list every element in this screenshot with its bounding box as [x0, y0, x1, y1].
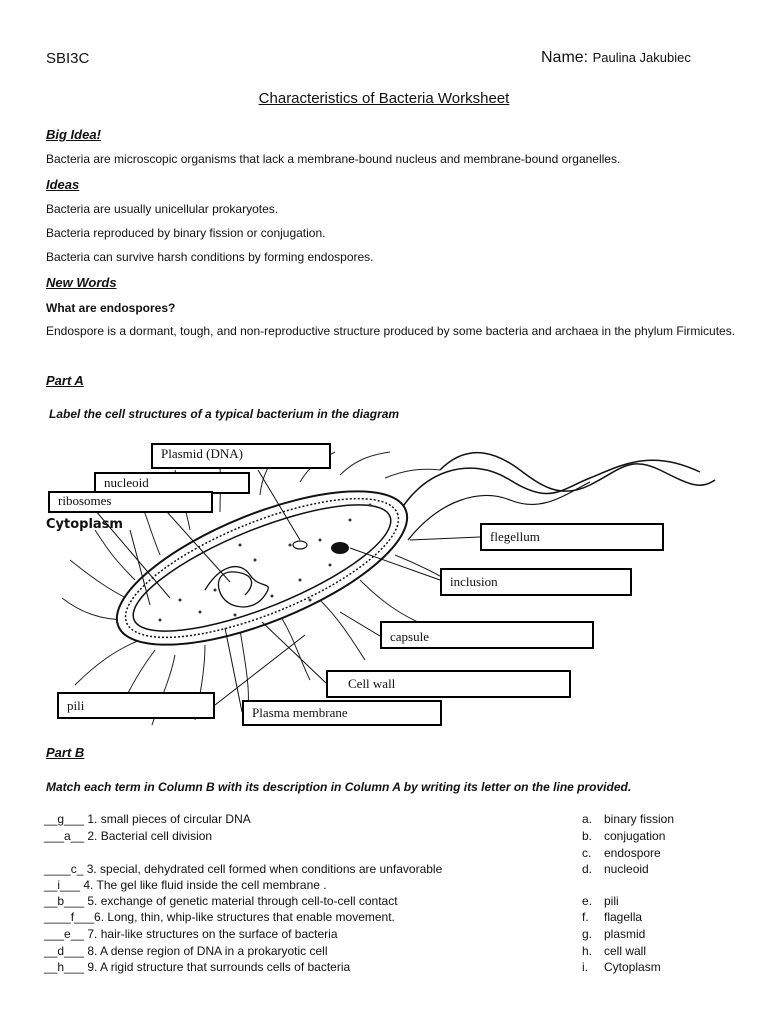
- name-label: Name:: [541, 49, 589, 66]
- nucleoid-label-box[interactable]: nucleoid: [94, 472, 250, 494]
- option-item: d. nucleoid: [582, 862, 649, 876]
- question-item[interactable]: __d___ 8. A dense region of DNA in a prokaryotic cell: [44, 944, 328, 958]
- part-a-instruction: Label the cell structures of a typical bacterium in the diagram: [49, 407, 400, 421]
- part-a-heading: Part A: [46, 373, 84, 388]
- endospore-question: What are endospores?: [46, 301, 176, 315]
- option-item: c. endospore: [582, 846, 661, 860]
- big-idea-text: Bacteria are microscopic organisms that lack a membrane-bound nucleus and membrane-bound organelles.: [46, 152, 621, 166]
- question-item[interactable]: __h___ 9. A rigid structure that surrounds cells of bacteria: [44, 960, 351, 974]
- question-item[interactable]: ____f___6. Long, thin, whip-like structures that enable movement.: [44, 910, 395, 924]
- big-idea-heading: Big Idea!: [46, 127, 101, 142]
- capsule-label-box[interactable]: capsule: [380, 621, 594, 649]
- cell-wall-label-box[interactable]: Cell wall: [326, 670, 571, 698]
- part-b-heading: Part B: [46, 745, 85, 760]
- idea-item: Bacteria are usually unicellular prokaryotes.: [46, 202, 279, 216]
- course-code: SBI3C: [46, 50, 90, 67]
- idea-item: Bacteria can survive harsh conditions by forming endospores.: [46, 250, 374, 264]
- question-item[interactable]: ___a__ 2. Bacterial cell division: [44, 829, 213, 843]
- cytoplasm-label: Cytoplasm: [46, 517, 123, 532]
- question-item[interactable]: ____c_ 3. special, dehydrated cell formed when conditions are unfavorable: [44, 862, 443, 876]
- question-item[interactable]: __i___ 4. The gel like fluid inside the cell membrane .: [44, 878, 327, 892]
- question-item[interactable]: ___e__ 7. hair-like structures on the surface of bacteria: [44, 927, 338, 941]
- option-item: e. pili: [582, 894, 619, 908]
- option-item: b. conjugation: [582, 829, 666, 843]
- pili-label-box[interactable]: pili: [57, 692, 215, 719]
- worksheet-title: Characteristics of Bacteria Worksheet: [258, 90, 510, 107]
- new-words-heading: New Words: [46, 275, 117, 290]
- part-b-instruction: Match each term in Column B with its description in Column A by writing its letter on the line provided.: [46, 780, 632, 794]
- option-item: f. flagella: [582, 910, 643, 924]
- option-item: g. plasmid: [582, 927, 646, 941]
- inclusion-label-box[interactable]: inclusion: [440, 568, 632, 596]
- option-item: h. cell wall: [582, 944, 647, 958]
- ribosomes-label-box[interactable]: ribosomes: [48, 491, 213, 513]
- idea-item: Bacteria reproduced by binary fission or conjugation.: [46, 226, 326, 240]
- endospore-answer[interactable]: Endospore is a dormant, tough, and non-reproductive structure produced by some bacteria and archaea in the phylum Firmicutes.: [46, 324, 736, 338]
- option-item: a. binary fission: [582, 812, 675, 826]
- question-item[interactable]: __g___ 1. small pieces of circular DNA: [44, 812, 251, 826]
- inclusion-shape: [331, 542, 349, 554]
- plasma-membrane-label-box[interactable]: Plasma membrane: [242, 700, 442, 726]
- question-item[interactable]: __b___ 5. exchange of genetic material through cell-to-cell contact: [44, 894, 398, 908]
- ideas-heading: Ideas: [46, 177, 80, 192]
- flagellum-label-box[interactable]: flegellum: [480, 523, 664, 551]
- plasmid-label-box[interactable]: Plasmid (DNA): [151, 443, 331, 469]
- flagellum-shape: [440, 453, 715, 492]
- option-item: i. Cytoplasm: [582, 960, 661, 974]
- name-value[interactable]: Paulina Jakubiec: [592, 50, 691, 65]
